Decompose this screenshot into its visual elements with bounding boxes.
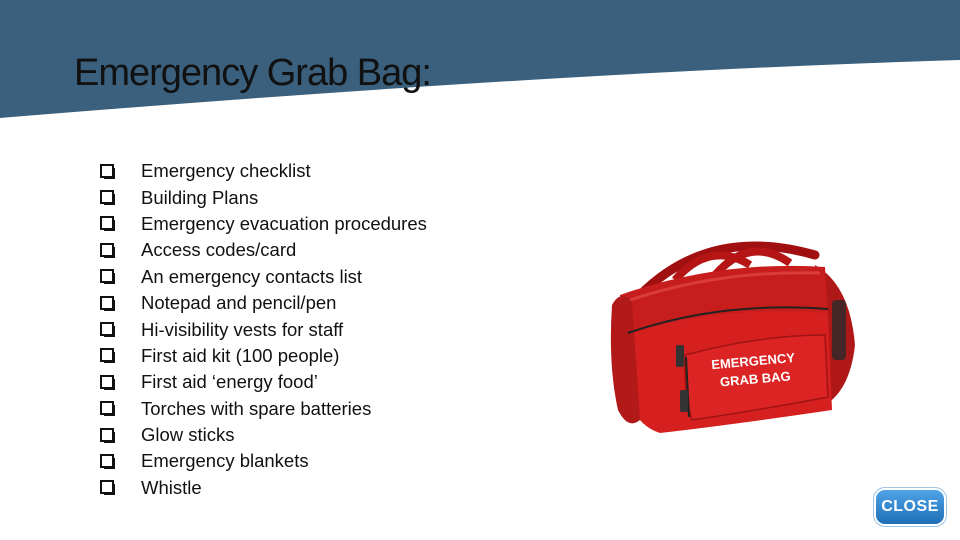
checklist-item-label: Torches with spare batteries bbox=[141, 397, 372, 419]
checklist-item bbox=[96, 343, 427, 369]
checklist-item-label: Notepad and pencil/pen bbox=[141, 292, 337, 314]
checkbox-icon bbox=[100, 243, 115, 258]
checklist-item-label: Glow sticks bbox=[141, 424, 235, 446]
checkbox-icon bbox=[100, 375, 115, 390]
checklist-item bbox=[96, 369, 427, 395]
checklist-item bbox=[96, 290, 427, 316]
checklist-item bbox=[96, 422, 427, 448]
checklist-item-label: First aid kit (100 people) bbox=[141, 344, 340, 366]
checklist-item bbox=[96, 237, 427, 263]
checklist-item-label: Whistle bbox=[141, 476, 202, 498]
checklist-item-label: Emergency evacuation procedures bbox=[141, 212, 427, 234]
checklist-item bbox=[96, 184, 427, 210]
checkbox-icon bbox=[100, 480, 115, 495]
bag-label-line1: EMERGENCY bbox=[710, 349, 796, 373]
checklist-item bbox=[96, 158, 427, 184]
emergency-grab-bag-image bbox=[600, 205, 865, 445]
checklist-item-label: Building Plans bbox=[141, 186, 259, 208]
checklist-item bbox=[96, 264, 427, 290]
bag-label-line2: GRAB BAG bbox=[719, 368, 792, 390]
checkbox-icon bbox=[100, 269, 115, 284]
checkbox-icon bbox=[100, 190, 115, 205]
checklist-item-label: An emergency contacts list bbox=[141, 265, 363, 287]
checkbox-icon bbox=[100, 322, 115, 337]
close-button[interactable]: CLOSE bbox=[876, 490, 944, 524]
checklist-item bbox=[96, 448, 427, 474]
checkbox-icon bbox=[100, 348, 115, 363]
checklist-item bbox=[96, 316, 427, 342]
checklist-item-label: Access codes/card bbox=[141, 239, 297, 261]
slide-title: Emergency Grab Bag: bbox=[74, 52, 431, 94]
checklist-item bbox=[96, 475, 427, 501]
checkbox-icon bbox=[100, 428, 115, 443]
checkbox-icon bbox=[100, 164, 115, 179]
checkbox-icon bbox=[100, 296, 115, 311]
checklist-item-label: First aid ‘energy food’ bbox=[141, 371, 318, 393]
checkbox-icon bbox=[100, 401, 115, 416]
checklist-item-label: Emergency checklist bbox=[141, 160, 311, 182]
checkbox-icon bbox=[100, 454, 115, 469]
checklist-item bbox=[96, 396, 427, 422]
checklist bbox=[96, 158, 427, 501]
checkbox-icon bbox=[100, 216, 115, 231]
checklist-item-label: Hi-visibility vests for staff bbox=[141, 318, 344, 340]
checklist-item bbox=[96, 211, 427, 237]
checklist-item-label: Emergency blankets bbox=[141, 450, 309, 472]
